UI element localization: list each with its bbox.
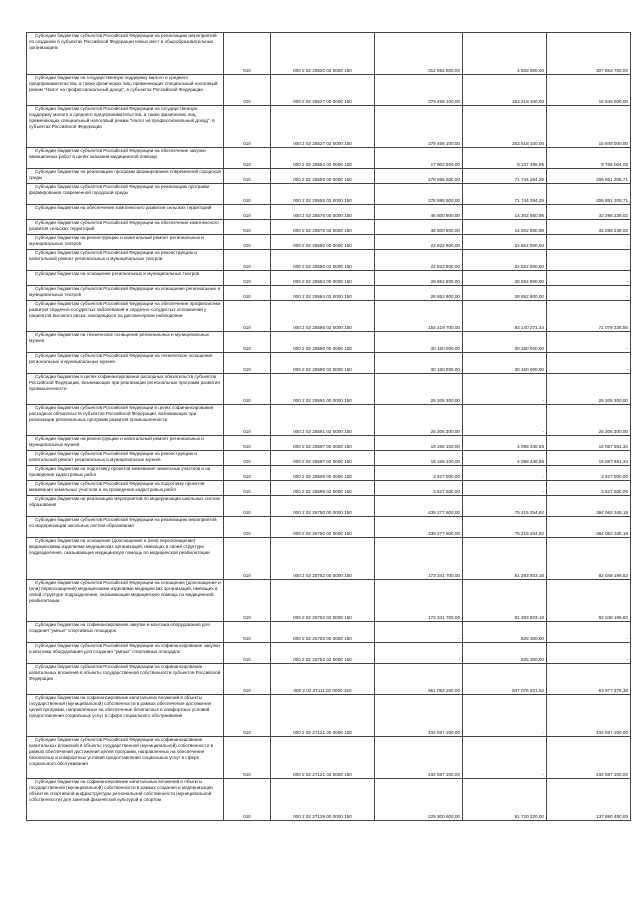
table-row bbox=[27, 353, 631, 374]
row-code: 010 bbox=[224, 353, 271, 374]
row-approved-amount: 3 527 500,00 bbox=[375, 481, 463, 496]
row-budget-classification-code: 000 2 02 27121 00 0000 150 bbox=[271, 695, 375, 737]
table-row bbox=[27, 220, 631, 235]
row-executed-amount: 825 300,00 bbox=[463, 643, 547, 664]
row-executed-amount: 75 215 254,82 bbox=[463, 496, 547, 517]
row-approved-amount: 30 150 000,00 bbox=[375, 332, 463, 353]
row-approved-amount: 278 595 500,00 bbox=[375, 184, 463, 205]
row-budget-classification-code: 000 2 02 25576 02 0000 150 bbox=[271, 220, 375, 235]
row-budget-classification-code: 000 2 02 25753 00 0000 150 bbox=[271, 622, 375, 643]
table-row bbox=[27, 332, 631, 353]
row-executed-amount: - bbox=[463, 405, 547, 436]
row-budget-classification-code: 000 2 02 25584 00 0000 150 bbox=[271, 271, 375, 286]
row-approved-amount: 17 902 500,00 bbox=[375, 148, 463, 169]
row-executed-amount: 4 098 448,66 bbox=[463, 436, 547, 451]
budget-revenue-table bbox=[26, 32, 631, 821]
row-unexecuted-amount: - bbox=[547, 643, 631, 664]
table-row bbox=[27, 75, 631, 106]
row-unexecuted-amount: 364 062 345,18 bbox=[547, 496, 631, 517]
row-description: Субсидии бюджетам субъектов Российской Федерации на государственную поддержку малого и среднего предпринимательства, а также физических лиц, применяющих специальный налоговый режим "Налог на профессиональный доход", в субъектах Российской Федерации bbox=[27, 106, 224, 148]
table-row bbox=[27, 466, 631, 481]
row-description: Субсидии бюджетам субъектов Российской Федерации на реализацию мероприятий по модернизации школьных систем образования bbox=[27, 517, 224, 538]
row-unexecuted-amount: 434 597 200,00 bbox=[547, 695, 631, 737]
row-unexecuted-amount: 137 580 480,00 bbox=[547, 779, 631, 821]
row-executed-amount: 30 150 000,00 bbox=[463, 353, 547, 374]
table-row bbox=[27, 436, 631, 451]
row-budget-classification-code: 000 2 02 27139 00 0000 150 bbox=[271, 779, 375, 821]
row-approved-amount: - bbox=[375, 622, 463, 643]
row-executed-amount: 91 720 320,00 bbox=[463, 779, 547, 821]
row-unexecuted-amount: - bbox=[547, 235, 631, 250]
row-budget-classification-code: 000 2 02 25752 00 0000 150 bbox=[271, 538, 375, 580]
row-code: 010 bbox=[224, 405, 271, 436]
row-unexecuted-amount: - bbox=[547, 332, 631, 353]
row-unexecuted-amount: 9 765 004,05 bbox=[547, 148, 631, 169]
table-row bbox=[27, 205, 631, 220]
row-budget-classification-code: 000 2 02 25597 00 0000 150 bbox=[271, 436, 375, 451]
row-budget-classification-code: 000 2 02 25599 02 0000 150 bbox=[271, 481, 375, 496]
row-unexecuted-amount: 3 527 500,00 bbox=[547, 466, 631, 481]
row-executed-amount: 22 822 900,00 bbox=[463, 235, 547, 250]
table-row bbox=[27, 271, 631, 286]
row-code: 010 bbox=[224, 220, 271, 235]
document-page bbox=[26, 32, 630, 821]
row-approved-amount: 28 652 900,00 bbox=[375, 271, 463, 286]
table-row bbox=[27, 451, 631, 466]
row-budget-classification-code: 000 2 02 25752 02 0000 150 bbox=[271, 580, 375, 622]
row-budget-classification-code: 000 2 02 25576 00 0000 150 bbox=[271, 205, 375, 220]
row-executed-amount: - bbox=[463, 695, 547, 737]
row-budget-classification-code: 000 2 02 27111 02 0000 150 bbox=[271, 664, 375, 695]
row-unexecuted-amount: 15 948 000,00 bbox=[547, 106, 631, 148]
row-executed-amount: - bbox=[463, 374, 547, 405]
row-budget-classification-code: 000 2 02 25520 02 0000 150 bbox=[271, 33, 375, 75]
row-description: Субсидии бюджетам субъектов Российской Федерации на обеспечение профилактики развития сердечно-сосудистых заболеваний и сердечно-сосудистых осложнений у пациентов высокого риска, находящихся на диспансерном наблюдении bbox=[27, 301, 224, 332]
row-approved-amount: 19 166 100,00 bbox=[375, 451, 463, 466]
row-approved-amount: 434 597 200,00 bbox=[375, 737, 463, 779]
row-executed-amount: 28 652 900,00 bbox=[463, 286, 547, 301]
row-code: 010 bbox=[224, 580, 271, 622]
row-approved-amount: 229 300 600,00 bbox=[375, 779, 463, 821]
row-description: Субсидии бюджетам субъектов Российской Федерации на реконструкцию и капитальный ремонт региональных и муниципальных музеев bbox=[27, 451, 224, 466]
row-code: 010 bbox=[224, 332, 271, 353]
row-budget-classification-code: 000 2 02 25590 00 0000 150 bbox=[271, 332, 375, 353]
row-code: 010 bbox=[224, 148, 271, 169]
row-approved-amount: 154 219 700,00 bbox=[375, 301, 463, 332]
row-approved-amount: - bbox=[375, 643, 463, 664]
row-budget-classification-code: 000 2 02 25580 00 0000 150 bbox=[271, 235, 375, 250]
row-code: 010 bbox=[224, 496, 271, 517]
row-description: Субсидии бюджетам на обеспечение комплексного развития сельских территорий bbox=[27, 205, 224, 220]
row-description: Субсидии бюджетам на оснащение (дооснащение и (или) переоснащение) медицинскими изделиями медицинских организаций, имеющих в своей структуре подразделения, оказывающие медицинскую помощь по медицинской реабилитации bbox=[27, 538, 224, 580]
row-code: 010 bbox=[224, 286, 271, 301]
row-approved-amount: 312 692 600,00 bbox=[375, 33, 463, 75]
row-unexecuted-amount: 3 527 500,00 bbox=[547, 481, 631, 496]
row-unexecuted-amount: 206 851 205,71 bbox=[547, 184, 631, 205]
row-code: 010 bbox=[224, 75, 271, 106]
row-description: Субсидии бюджетам субъектов Российской Федерации на обеспечение комплексного развития сельских территорий bbox=[27, 220, 224, 235]
row-unexecuted-amount: - bbox=[547, 271, 631, 286]
row-executed-amount: 81 293 503,18 bbox=[463, 538, 547, 580]
table-row bbox=[27, 496, 631, 517]
row-approved-amount: 173 341 700,00 bbox=[375, 580, 463, 622]
row-executed-amount: 28 652 900,00 bbox=[463, 271, 547, 286]
table-row bbox=[27, 184, 631, 205]
row-description: Субсидии бюджетам субъектов Российской Федерации на оснащение региональных и муниципальных театров bbox=[27, 286, 224, 301]
table-row bbox=[27, 580, 631, 622]
row-code: 010 bbox=[224, 664, 271, 695]
row-description: Субсидии бюджетам субъектов Российской Федерации на техническое оснащение региональных и муниципальных музеев bbox=[27, 353, 224, 374]
row-approved-amount: 30 150 000,00 bbox=[375, 353, 463, 374]
table-row bbox=[27, 517, 631, 538]
table-row bbox=[27, 286, 631, 301]
table-row bbox=[27, 169, 631, 184]
row-code: 010 bbox=[224, 169, 271, 184]
row-unexecuted-amount: 92 048 196,82 bbox=[547, 538, 631, 580]
row-approved-amount: 22 822 900,00 bbox=[375, 250, 463, 271]
row-budget-classification-code: 000 2 02 25527 02 0000 150 bbox=[271, 106, 375, 148]
row-unexecuted-amount: - bbox=[547, 353, 631, 374]
row-unexecuted-amount: - bbox=[547, 250, 631, 271]
row-approved-amount: 3 527 500,00 bbox=[375, 466, 463, 481]
row-unexecuted-amount: 15 067 651,34 bbox=[547, 451, 631, 466]
row-code: 010 bbox=[224, 643, 271, 664]
row-budget-classification-code: 000 2 02 25590 02 0000 150 bbox=[271, 353, 375, 374]
row-approved-amount: 28 652 900,00 bbox=[375, 286, 463, 301]
row-code: 010 bbox=[224, 250, 271, 271]
row-approved-amount: 22 822 900,00 bbox=[375, 235, 463, 250]
row-executed-amount: 14 202 660,98 bbox=[463, 205, 547, 220]
row-approved-amount: 278 595 500,00 bbox=[375, 169, 463, 184]
row-executed-amount: 71 744 294,29 bbox=[463, 169, 547, 184]
row-approved-amount: 25 205 300,00 bbox=[375, 405, 463, 436]
table-row bbox=[27, 148, 631, 169]
row-budget-classification-code: 000 2 02 27121 02 0000 150 bbox=[271, 737, 375, 779]
row-description: Субсидии бюджетам в целях софинансирования расходных обязательств субъектов Российской Федерации, возникающих при реализации региональных программ развития промышленности bbox=[27, 374, 224, 405]
row-executed-amount: 4 828 900,00 bbox=[463, 33, 547, 75]
row-description: Субсидии бюджетам субъектов Российской Федерации в целях софинансирования расходных обязательств субъектов Российской Федерации, возникающих при реализации региональных программ развития промышленности bbox=[27, 405, 224, 436]
row-unexecuted-amount: 206 851 205,71 bbox=[547, 169, 631, 184]
row-budget-classification-code: 000 2 02 25555 02 0000 150 bbox=[271, 184, 375, 205]
row-executed-amount: - bbox=[463, 466, 547, 481]
row-budget-classification-code: 000 2 02 25554 02 0000 150 bbox=[271, 148, 375, 169]
row-unexecuted-amount: - bbox=[547, 286, 631, 301]
row-unexecuted-amount: 364 062 345,18 bbox=[547, 517, 631, 538]
row-code: 010 bbox=[224, 779, 271, 821]
row-approved-amount: 279 466 100,00 bbox=[375, 75, 463, 106]
row-description: Субсидии бюджетам на софинансирование капитальных вложений в объекты государственной (муниципальной) собственности в рамках обеспечения достижения целей программ, направленных на обеспечение безопасных и комфортных условий предоставления социальных услуг в сфере социального обслуживания bbox=[27, 695, 224, 737]
row-unexecuted-amount: 71 079 328,56 bbox=[547, 301, 631, 332]
row-budget-classification-code: 000 2 02 25527 00 0000 150 bbox=[271, 75, 375, 106]
row-approved-amount: 951 054 200,00 bbox=[375, 664, 463, 695]
row-unexecuted-amount: 25 205 300,00 bbox=[547, 405, 631, 436]
row-executed-amount: 75 215 254,82 bbox=[463, 517, 547, 538]
row-approved-amount: 46 500 900,00 bbox=[375, 220, 463, 235]
row-description: Субсидии бюджетам на техническое оснащение региональных и муниципальных музеев bbox=[27, 332, 224, 353]
row-budget-classification-code: 000 2 02 25580 02 0000 150 bbox=[271, 250, 375, 271]
row-approved-amount: 434 597 200,00 bbox=[375, 695, 463, 737]
table-row bbox=[27, 235, 631, 250]
row-description: Субсидии бюджетам на оснащение региональных и муниципальных театров bbox=[27, 271, 224, 286]
row-approved-amount: 439 277 600,00 bbox=[375, 517, 463, 538]
row-approved-amount: 439 277 600,00 bbox=[375, 496, 463, 517]
row-executed-amount: 22 822 900,00 bbox=[463, 250, 547, 271]
row-budget-classification-code: 000 2 02 25599 00 0000 150 bbox=[271, 466, 375, 481]
row-description: Субсидии бюджетам на реализацию мероприятий по модернизации школьных систем образования bbox=[27, 496, 224, 517]
row-executed-amount: 847 076 821,62 bbox=[463, 664, 547, 695]
row-approved-amount: 25 205 300,00 bbox=[375, 374, 463, 405]
row-code: 010 bbox=[224, 184, 271, 205]
row-unexecuted-amount: 25 205 300,00 bbox=[547, 374, 631, 405]
row-budget-classification-code: 000 2 02 25584 02 0000 150 bbox=[271, 286, 375, 301]
row-description: Субсидии бюджетам на реконструкцию и капитальный ремонт региональных и муниципальных театров bbox=[27, 235, 224, 250]
row-budget-classification-code: 000 2 02 25597 02 0000 150 bbox=[271, 451, 375, 466]
table-row bbox=[27, 33, 631, 75]
row-executed-amount: 30 150 000,00 bbox=[463, 332, 547, 353]
row-code: 010 bbox=[224, 517, 271, 538]
row-approved-amount: 173 341 700,00 bbox=[375, 538, 463, 580]
row-description: Субсидии бюджетам субъектов Российской Федерации на софинансирование капитальных вложений в объекты государственной (муниципальной) собственности в рамках обеспечения достижения целей программ, направленных на обеспечение безопасных и комфортных условий предоставления социальных услуг в сфере социального обслуживания bbox=[27, 737, 224, 779]
row-unexecuted-amount: 32 298 239,02 bbox=[547, 205, 631, 220]
table-row bbox=[27, 301, 631, 332]
row-code: 010 bbox=[224, 205, 271, 220]
row-budget-classification-code: 000 2 02 25591 00 0000 150 bbox=[271, 374, 375, 405]
table-row bbox=[27, 481, 631, 496]
row-code: 010 bbox=[224, 695, 271, 737]
row-description: Субсидии бюджетам субъектов Российской Федерации на софинансирование закупки и монтажа оборудования для создания "умных" спортивных площадок bbox=[27, 643, 224, 664]
row-code: 010 bbox=[224, 271, 271, 286]
table-row bbox=[27, 779, 631, 821]
table-row bbox=[27, 106, 631, 148]
row-executed-amount: 81 293 503,18 bbox=[463, 580, 547, 622]
row-executed-amount: - bbox=[463, 737, 547, 779]
row-executed-amount: 263 518 100,00 bbox=[463, 75, 547, 106]
row-code: 010 bbox=[224, 106, 271, 148]
row-code: 010 bbox=[224, 436, 271, 451]
row-unexecuted-amount: 434 597 200,00 bbox=[547, 737, 631, 779]
row-budget-classification-code: 000 2 02 25555 00 0000 150 bbox=[271, 169, 375, 184]
table-row bbox=[27, 643, 631, 664]
row-budget-classification-code: 000 2 02 25750 02 0000 150 bbox=[271, 517, 375, 538]
row-code: 010 bbox=[224, 538, 271, 580]
row-description: Субсидии бюджетам субъектов Российской Федерации на обеспечение закупки авиационных работ в целях оказания медицинской помощи bbox=[27, 148, 224, 169]
row-description: Субсидии бюджетам субъектов Российской Федерации на реализацию мероприятий по созданию в субъектах Российской Федерации новых мест в общеобразовательных организациях bbox=[27, 33, 224, 75]
table-row bbox=[27, 405, 631, 436]
row-budget-classification-code: 000 2 02 25753 02 0000 150 bbox=[271, 643, 375, 664]
row-budget-classification-code: 000 2 02 25750 00 0000 150 bbox=[271, 496, 375, 517]
table-row bbox=[27, 695, 631, 737]
table-row bbox=[27, 374, 631, 405]
row-description: Субсидии бюджетам на софинансирование закупки и монтажа оборудования для создания "умных" спортивных площадок bbox=[27, 622, 224, 643]
row-executed-amount: 263 518 100,00 bbox=[463, 106, 547, 148]
row-executed-amount: 8 137 495,95 bbox=[463, 148, 547, 169]
row-description: Субсидии бюджетам субъектов Российской Федерации на реализацию программ формирования современной городской среды bbox=[27, 184, 224, 205]
row-budget-classification-code: 000 2 02 25586 02 0000 150 bbox=[271, 301, 375, 332]
row-executed-amount: 825 300,00 bbox=[463, 622, 547, 643]
row-approved-amount: 46 500 900,00 bbox=[375, 205, 463, 220]
row-description: Субсидии бюджетам на государственную поддержку малого и среднего предпринимательства, а также физических лиц, применяющих специальный налоговый режим "Налог на профессиональный доход", в субъектах Российской Федерации bbox=[27, 75, 224, 106]
table-row bbox=[27, 737, 631, 779]
row-code: 010 bbox=[224, 466, 271, 481]
row-unexecuted-amount: 15 067 651,34 bbox=[547, 436, 631, 451]
row-unexecuted-amount: 307 863 700,00 bbox=[547, 33, 631, 75]
row-unexecuted-amount: 32 298 239,02 bbox=[547, 220, 631, 235]
row-unexecuted-amount: - bbox=[547, 622, 631, 643]
row-description: Субсидии бюджетам субъектов Российской Федерации на оснащение (дооснащение и (или) переоснащение) медицинскими изделиями медицинских организаций, имеющих в своей структуре подразделения, оказывающие медицинскую помощь по медицинской реабилитации bbox=[27, 580, 224, 622]
row-approved-amount: 279 466 100,00 bbox=[375, 106, 463, 148]
table-row bbox=[27, 622, 631, 643]
row-code: 010 bbox=[224, 374, 271, 405]
table-row bbox=[27, 538, 631, 580]
row-budget-classification-code: 000 2 02 25591 02 0000 150 bbox=[271, 405, 375, 436]
row-executed-amount: 71 744 294,29 bbox=[463, 184, 547, 205]
table-row bbox=[27, 664, 631, 695]
row-unexecuted-amount: 92 048 196,82 bbox=[547, 580, 631, 622]
table-body bbox=[27, 33, 631, 821]
row-description: Субсидии бюджетам субъектов Российской Федерации на подготовку проектов межевания земельных участков и на проведение кадастровых работ bbox=[27, 481, 224, 496]
row-code: 010 bbox=[224, 481, 271, 496]
row-description: Субсидии бюджетам субъектов Российской Федерации на реконструкцию и капитальный ремонт региональных и муниципальных театров bbox=[27, 250, 224, 271]
row-executed-amount: 14 202 660,98 bbox=[463, 220, 547, 235]
row-executed-amount: 4 098 448,66 bbox=[463, 451, 547, 466]
row-description: Субсидии бюджетам субъектов Российской Федерации на софинансирование капитальных вложений в объекты государственной собственности субъектов Российской Федерации bbox=[27, 664, 224, 695]
row-description: Субсидии бюджетам на реализацию программ формирования современной городской среды bbox=[27, 169, 224, 184]
row-code: 010 bbox=[224, 622, 271, 643]
row-description: Субсидии бюджетам на софинансирование капитальных вложений в объекты государственной (муниципальной) собственности в рамках создания и модернизации объектов спортивной инфраструктуры региональной собственности (муниципальной собственности) для занятий физической культурой и спортом bbox=[27, 779, 224, 821]
row-executed-amount: 83 140 371,44 bbox=[463, 301, 547, 332]
row-unexecuted-amount: 53 977 378,38 bbox=[547, 664, 631, 695]
row-description: Субсидии бюджетам на подготовку проектов межевания земельных участков и на проведение кадастровых работ bbox=[27, 466, 224, 481]
row-code: 010 bbox=[224, 301, 271, 332]
row-executed-amount: - bbox=[463, 481, 547, 496]
row-description: Субсидии бюджетам на реконструкцию и капитальный ремонт региональных и муниципальных музеев bbox=[27, 436, 224, 451]
row-approved-amount: 19 166 100,00 bbox=[375, 436, 463, 451]
table-row bbox=[27, 250, 631, 271]
row-code: 010 bbox=[224, 737, 271, 779]
row-code: 010 bbox=[224, 451, 271, 466]
row-unexecuted-amount: 15 948 000,00 bbox=[547, 75, 631, 106]
row-code: 010 bbox=[224, 33, 271, 75]
row-code: 010 bbox=[224, 235, 271, 250]
